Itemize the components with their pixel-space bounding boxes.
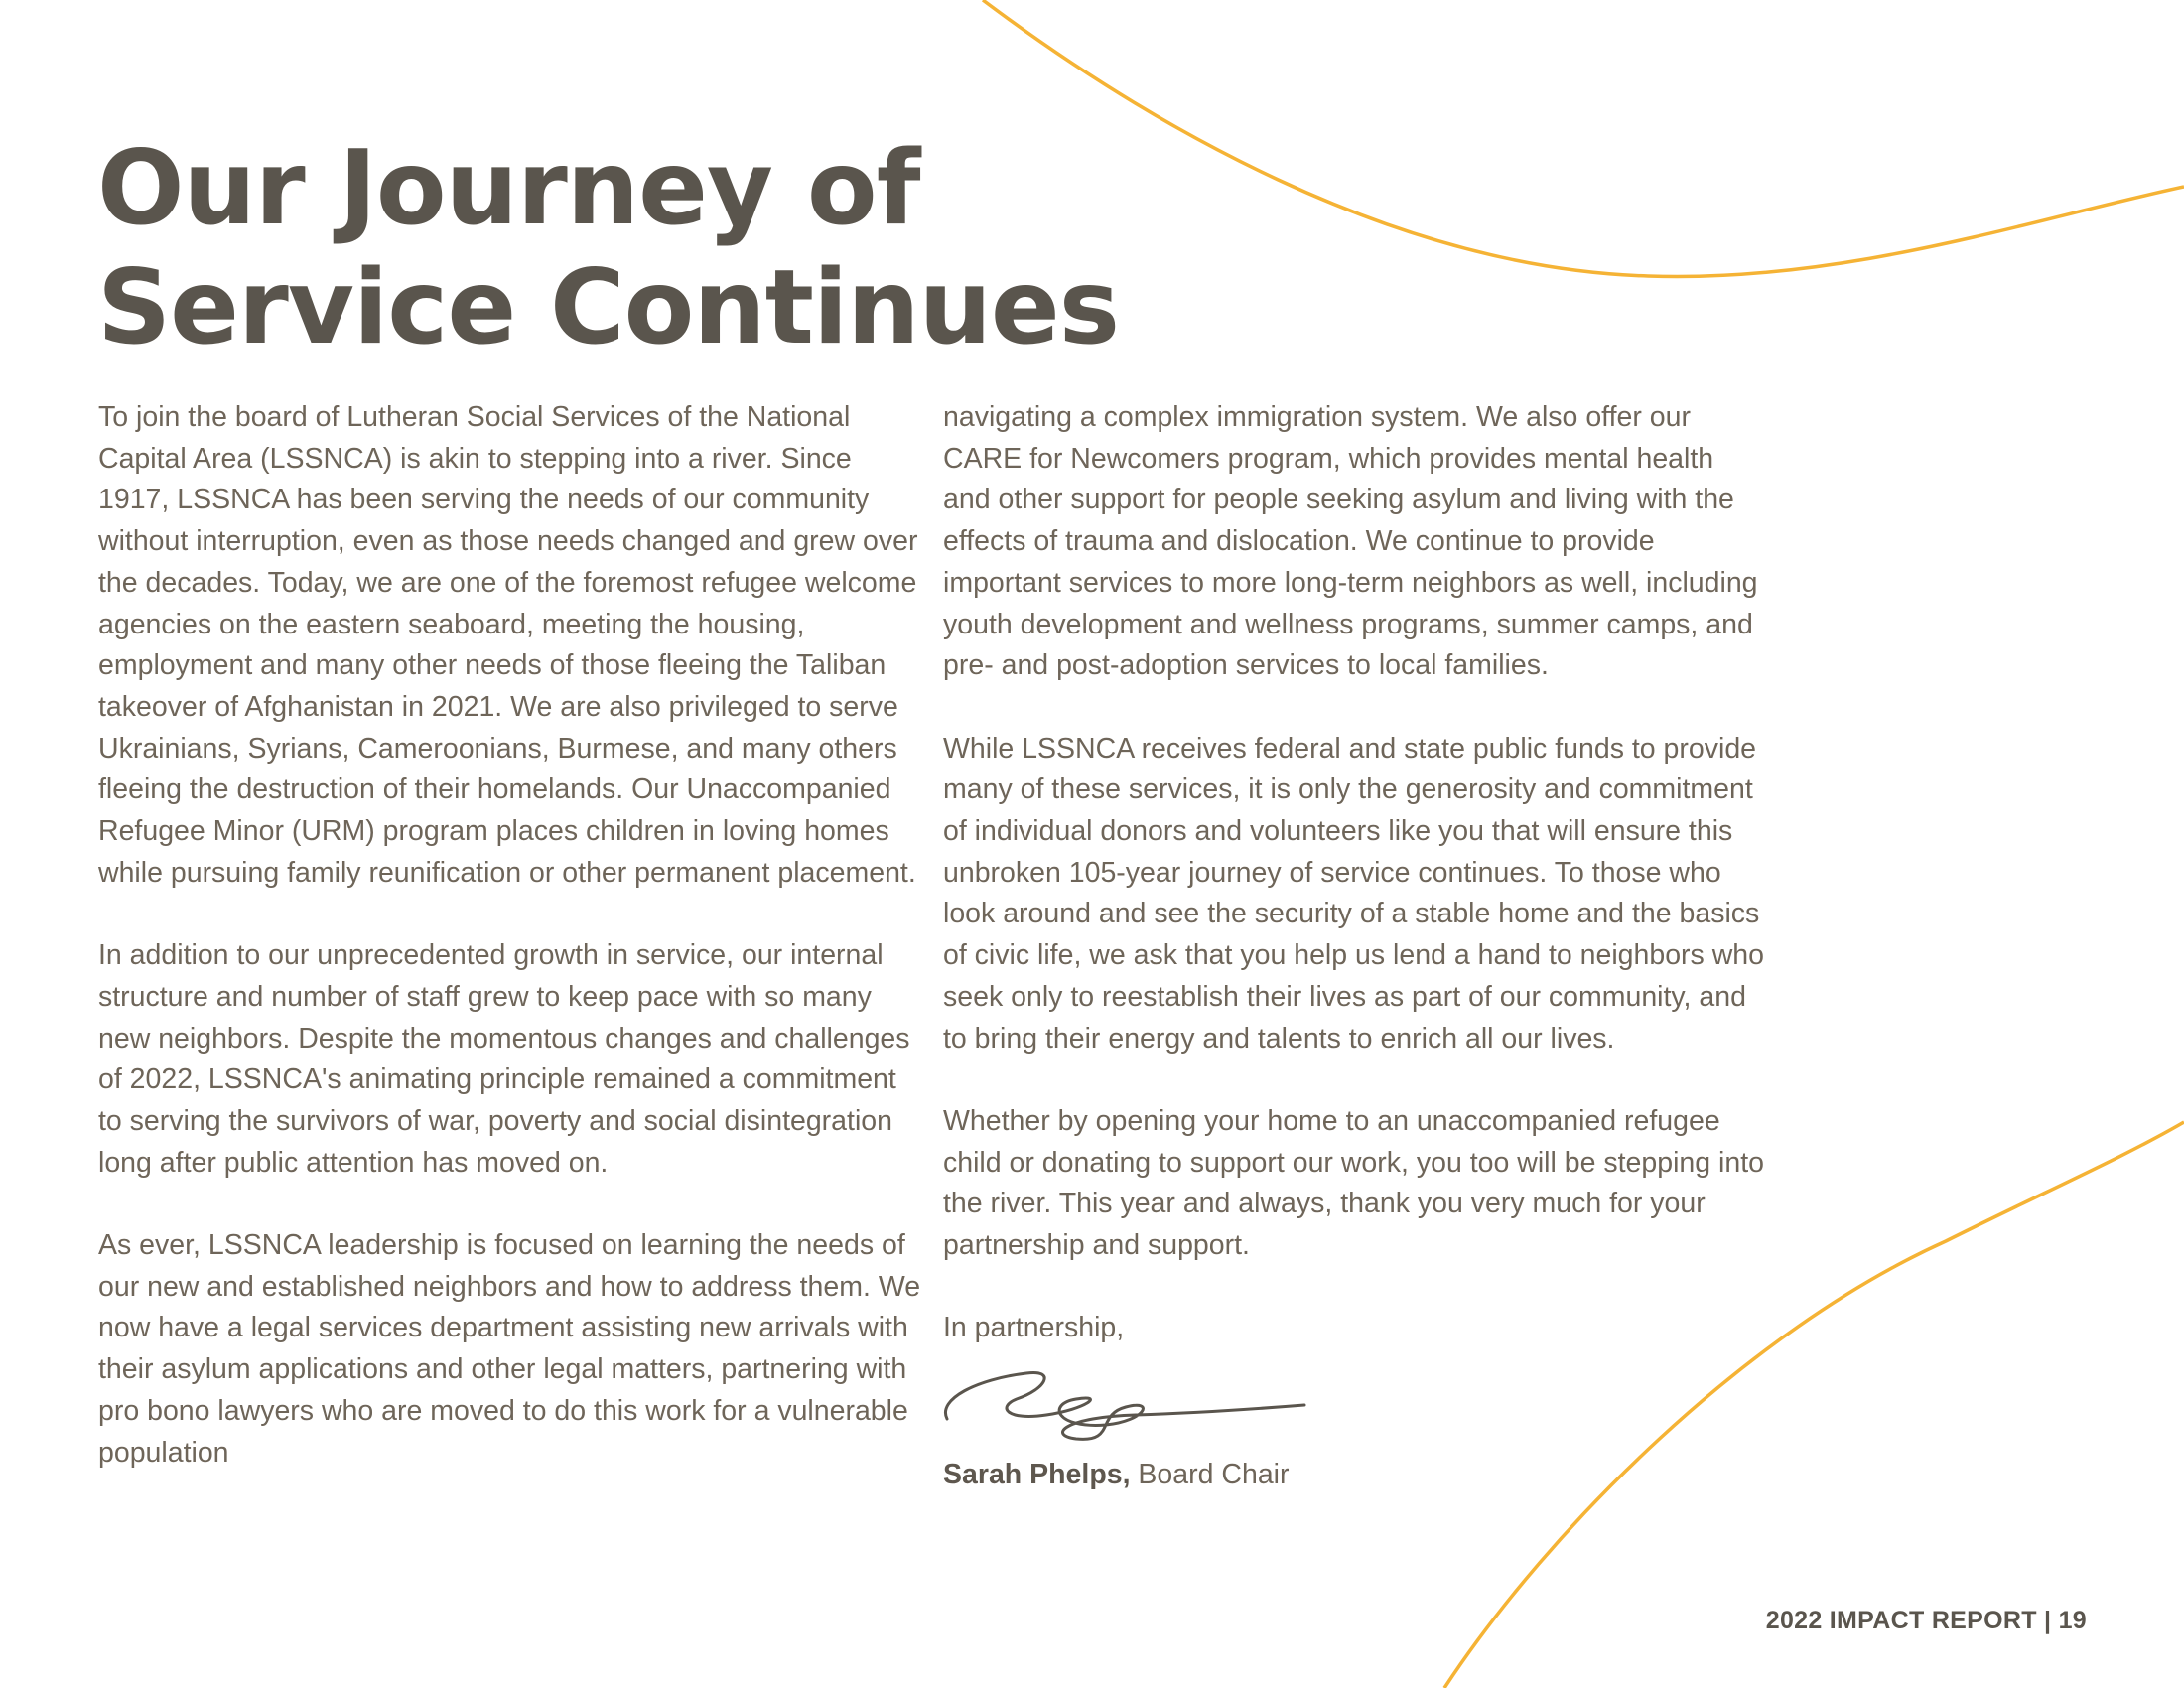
paragraph: As ever, LSSNCA leadership is focused on learning the needs of our new and established neighbors and how to address them. We now have a legal services department assisting new arrivals with their asylum applications and other legal matters, partnering with pro bono lawyers who are moved to do this work for a vulnerable population — [98, 1229, 921, 1469]
page-footer: 2022 IMPACT REPORT | 19 — [1765, 1607, 2087, 1634]
title-line-2: Service Continues — [97, 248, 1120, 367]
paragraph: Whether by opening your home to an unaccompanied refugee child or donating to support our work, you too will be stepping into the river. This year and always, thank you very much for your partnership and support. — [943, 1104, 1764, 1262]
page-title — [97, 129, 1119, 367]
closing-text: In partnership, — [943, 1312, 1125, 1344]
paragraph: navigating a complex immigration system. We also offer our CARE for Newcomers program, which provides mental health and other support for people seeking asylum and living with the effects of trauma and dislocation. We continue to provide important services to more long-term neighbors as well, including youth development and wellness programs, summer camps, and pre- and post-adoption services to local families. — [943, 401, 1758, 682]
signer-title: Board Chair — [1138, 1459, 1290, 1491]
paragraph: To join the board of Lutheran Social Services of the National Capital Area (LSSNCA) is akin to stepping into a river. Since 1917, LSSNCA has been serving the needs of our community without interruption, even as those needs changed and grew over the decades. Today, we are one of the foremost refugee welcome agencies on the eastern seaboard, meeting the housing, employment and many other needs of those fleeing the Taliban takeover of Afghanistan in 2021. We are also privileged to serve Ukrainians, Syrians, Cameroonians, Burmese, and many others fleeing the destruction of their homelands. Our Unaccompanied Refugee Minor (URM) program places children in loving homes while pursuing family reunification or other permanent placement. — [98, 401, 918, 889]
signer-line — [943, 1455, 1767, 1496]
left-column — [98, 397, 922, 1515]
title-line-1: Our Journey of — [97, 129, 920, 248]
paragraph: While LSSNCA receives federal and state public funds to provide many of these services, it is only the generosity and commitment of individual donors and volunteers like you that will ensure this unbroken 105-year journey of service continues. To those who look around and see the security of a stable home and the basics of civic life, we ask that you help us lend a hand to neighbors who seek only to reestablish their lives as part of our community, and to bring their energy and talents to enrich all our lives. — [943, 732, 1765, 1055]
right-column — [943, 397, 1767, 1496]
signature-icon — [937, 1359, 1314, 1447]
signer-name: Sarah Phelps, — [943, 1459, 1131, 1491]
top-curve — [983, 0, 2184, 277]
paragraph: In addition to our unprecedented growth in service, our internal structure and number of staff grew to keep pace with so many new neighbors. Despite the momentous changes and challenges of 2022, LSSNCA's animating principle remained a commitment to serving the survivors of war, poverty and social disintegration long after public attention has moved on. — [98, 939, 910, 1179]
